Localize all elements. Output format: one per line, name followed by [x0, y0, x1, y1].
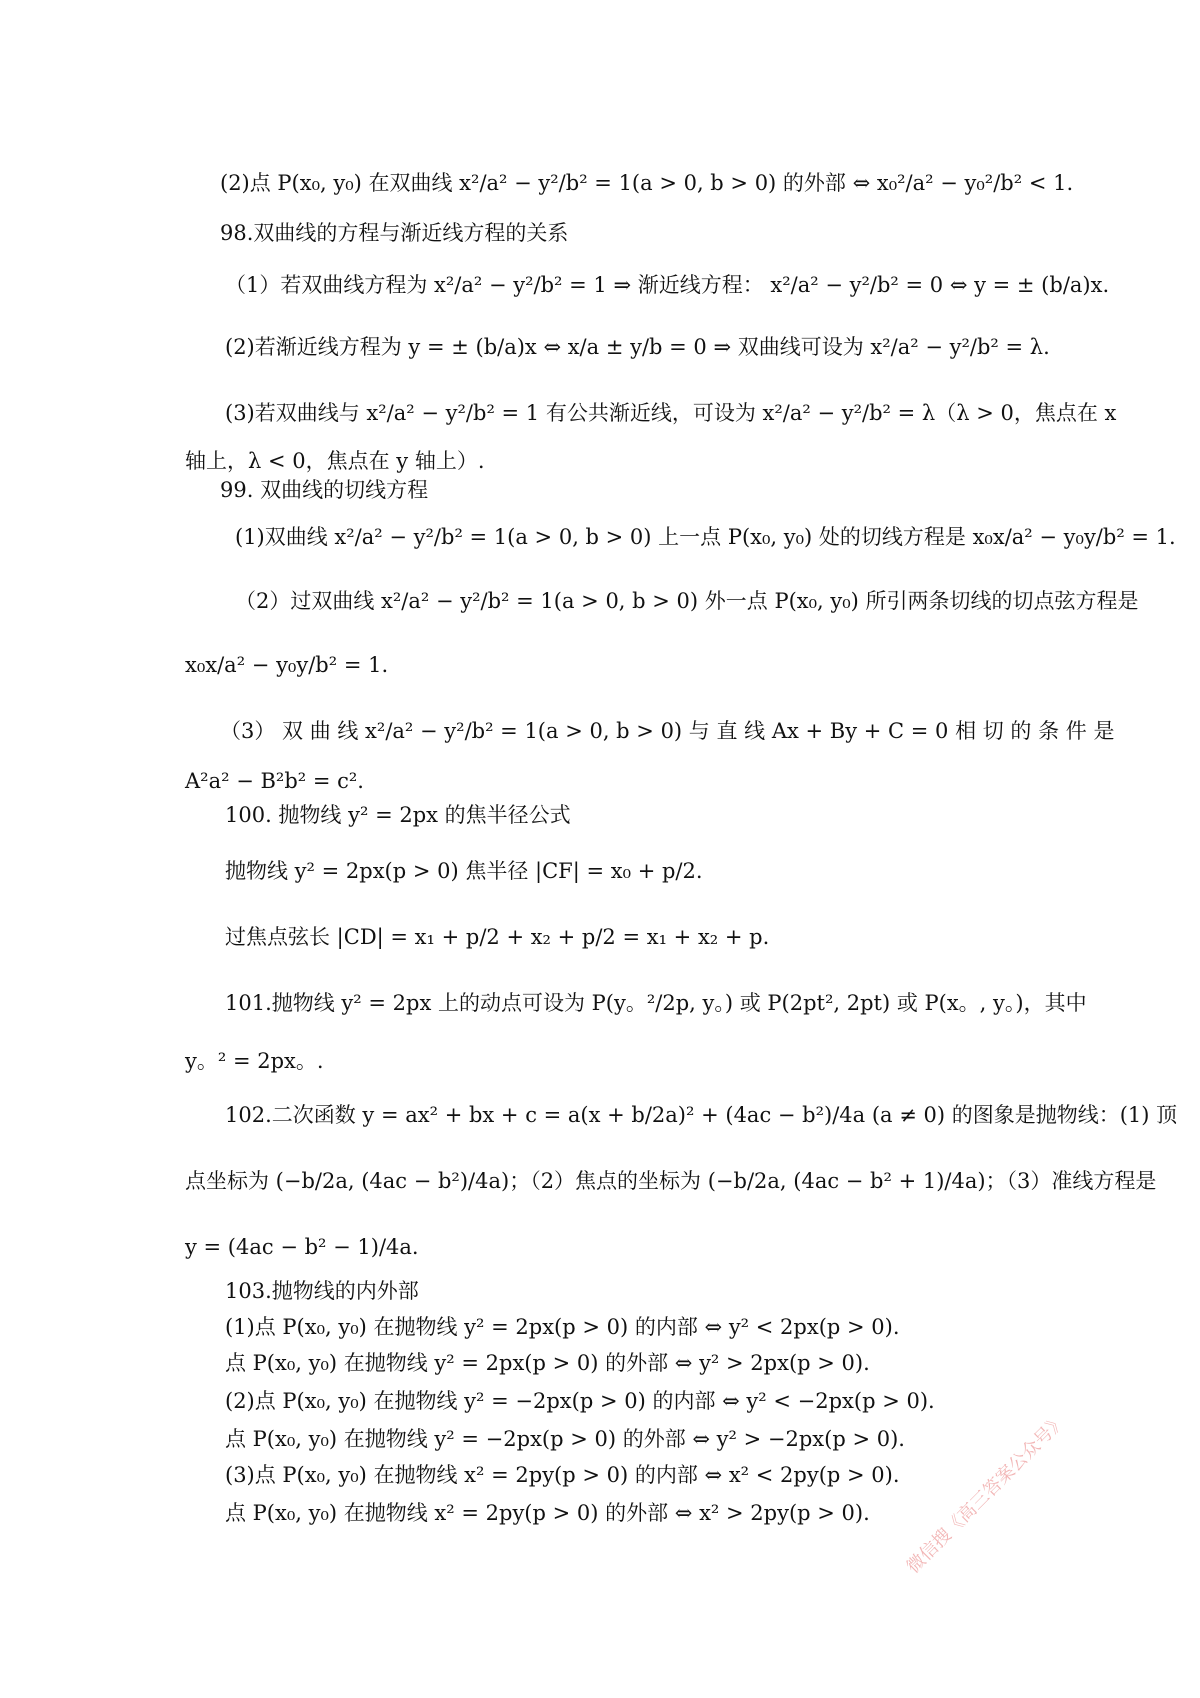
line-103-2b: 点 P(x₀, y₀) 在抛物线 y² = −2px(p > 0) 的外部 ⇔ y² > −2px(p > 0).: [225, 1427, 905, 1451]
line-101: 101.抛物线 y² = 2px 上的动点可设为 P(y。²/2p, y。) 或 P(2pt², 2pt) 或 P(x。, y。)，其中: [225, 991, 1087, 1015]
line-102-cont: 点坐标为 (−b/2a, (4ac − b²)/4a)；（2）焦点的坐标为 (−b/2a, (4ac − b² + 1)/4a)；（3）准线方程是: [185, 1169, 1157, 1193]
line-100-1: 抛物线 y² = 2px(p > 0) 焦半径 |CF| = x₀ + p/2.: [225, 859, 703, 883]
line-98-2: (2)若渐近线方程为 y = ± (b/a)x ⇔ x/a ± y/b = 0 ⇒ 双曲线可设为 x²/a² − y²/b² = λ.: [225, 335, 1050, 359]
section-103-heading: 103.抛物线的内外部: [225, 1279, 419, 1303]
line-98-3-cont: 轴上，λ < 0，焦点在 y 轴上）.: [185, 449, 485, 473]
line-99-2: （2）过双曲线 x²/a² − y²/b² = 1(a > 0, b > 0) 外一点 P(x₀, y₀) 所引两条切线的切点弦方程是: [235, 589, 1139, 613]
line-101-cont: y。² = 2px。.: [185, 1049, 324, 1073]
line-99-1: (1)双曲线 x²/a² − y²/b² = 1(a > 0, b > 0) 上一点 P(x₀, y₀) 处的切线方程是 x₀x/a² − y₀y/b² = 1.: [235, 525, 1176, 549]
line-99-2-cont: x₀x/a² − y₀y/b² = 1.: [185, 653, 389, 677]
line-103-2a: (2)点 P(x₀, y₀) 在抛物线 y² = −2px(p > 0) 的内部 ⇔ y² < −2px(p > 0).: [225, 1389, 935, 1413]
watermark: 微信搜《高三答案公众号》: [902, 1410, 1071, 1578]
line-103-1b: 点 P(x₀, y₀) 在抛物线 y² = 2px(p > 0) 的外部 ⇔ y² > 2px(p > 0).: [225, 1351, 870, 1375]
line-102: 102.二次函数 y = ax² + bx + c = a(x + b/2a)² + (4ac − b²)/4a (a ≠ 0) 的图象是抛物线：(1) 顶: [225, 1103, 1178, 1127]
line-102-directrix: y = (4ac − b² − 1)/4a.: [185, 1235, 419, 1259]
line-99-3-cont: A²a² − B²b² = c².: [185, 769, 364, 793]
section-99-heading: 99. 双曲线的切线方程: [220, 478, 429, 502]
line-103-3a: (3)点 P(x₀, y₀) 在抛物线 x² = 2py(p > 0) 的内部 ⇔ x² < 2py(p > 0).: [225, 1463, 900, 1487]
line-98-1: （1）若双曲线方程为 x²/a² − y²/b² = 1 ⇒ 渐近线方程： x²/a² − y²/b² = 0 ⇔ y = ± (b/a)x.: [225, 273, 1110, 297]
line-hyperbola-exterior: (2)点 P(x₀, y₀) 在双曲线 x²/a² − y²/b² = 1(a > 0, b > 0) 的外部 ⇔ x₀²/a² − y₀²/b² < 1.: [220, 171, 1074, 195]
section-98-heading: 98.双曲线的方程与渐近线方程的关系: [220, 221, 569, 245]
line-103-1a: (1)点 P(x₀, y₀) 在抛物线 y² = 2px(p > 0) 的内部 ⇔ y² < 2px(p > 0).: [225, 1315, 900, 1339]
line-103-3b: 点 P(x₀, y₀) 在抛物线 x² = 2py(p > 0) 的外部 ⇔ x² > 2py(p > 0).: [225, 1501, 870, 1525]
line-98-3: (3)若双曲线与 x²/a² − y²/b² = 1 有公共渐近线，可设为 x²/a² − y²/b² = λ（λ > 0，焦点在 x: [225, 401, 1117, 425]
section-100-heading: 100. 抛物线 y² = 2px 的焦半径公式: [225, 803, 571, 827]
line-100-2: 过焦点弦长 |CD| = x₁ + p/2 + x₂ + p/2 = x₁ + x₂ + p.: [225, 925, 770, 949]
line-99-3: （3） 双 曲 线 x²/a² − y²/b² = 1(a > 0, b > 0) 与 直 线 Ax + By + C = 0 相 切 的 条 件 是: [220, 719, 1115, 743]
